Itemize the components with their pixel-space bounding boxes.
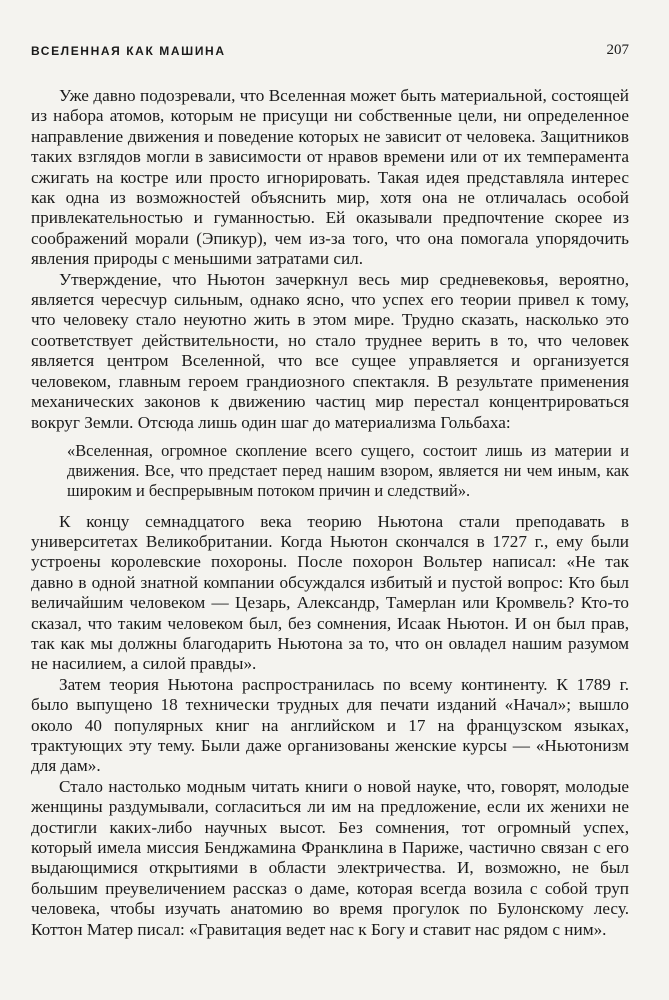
paragraph-5: Стало настолько модным читать книги о новой науке, что, говорят, молодые женщины раздумывали, согласиться ли им на предложение, если их женихи не достигли каких-либо научных высот. Без сомнения, тот огромный успех, который имела миссия Бенджамина Франклина в Париже, частично связан с его выдающимися открытиями в области электричества. И, возможно, не был большим преувеличением рассказ о даме, которая всегда возила с собой труп человека, чтобы изучать анатомию во время прогулок по Булонскому лесу. Коттон Матер писал: «Гравитация ведет нас к Богу и ставит нас рядом с ним». [31,776,629,939]
page-body [31,86,629,940]
page-header [31,36,629,62]
paragraph-1: Уже давно подозревали, что Вселенная может быть материальной, состоящей из набора атомов, которым не присущи ни собственные цели, ни определенное направление движения и поведение которых не зависит от человека. Защитников таких взглядов могли в зависимости от нравов времени или от их темперамента сжигать на костре или просто игнорировать. Такая идея представляла интерес как одна из возможностей объяснить мир, хотя она не отличалась особой привлекательностью и гуманностью. Ей оказывали предпочтение скорее из соображений морали (Эпикур), чем из-за того, что она помогала упорядочить явления природы с меньшими затратами сил. [31,86,629,269]
running-title: ВСЕЛЕННАЯ КАК МАШИНА [31,44,226,58]
paragraph-4: Затем теория Ньютона распространилась по всему континенту. К 1789 г. было выпущено 18 технически трудных для печати изданий «Начал»; вышло около 40 популярных книг на английском и 17 на французском языках, трактующих эту тему. Были даже организованы женские курсы — «Ньютонизм для дам». [31,674,629,776]
holbach-quote: «Вселенная, огромное скопление всего сущего, состоит лишь из материи и движения. Все, что предстает перед нашим взором, является ни чем иным, как широким и беспрерывным потоком причин и следствий». [67,440,629,501]
page-number: 207 [606,42,629,58]
paragraph-2: Утверждение, что Ньютон зачеркнул весь мир средневековья, вероятно, является чересчур сильным, однако ясно, что успех его теории привел к тому, что человеку стало неуютно жить в этом мире. Трудно сказать, насколько это соответствует действительности, но стало труднее верить в то, что человек является центром Вселенной, что все сущее управляется и организуется человеком, главным героем грандиозного спектакля. В результате применения механических законов к движению частиц мир перестал концентрироваться вокруг Земли. Отсюда лишь один шаг до материализма Гольбаха: [31,269,629,432]
paragraph-3: К концу семнадцатого века теорию Ньютона стали преподавать в университетах Великобритании. Когда Ньютон скончался в 1727 г., ему были устроены королевские похороны. После похорон Вольтер написал: «Не так давно в одной знатной компании обсуждался избитый и пустой вопрос: Кто был величайшим человеком — Цезарь, Александр, Тамерлан или Кромвель? Кто-то сказал, что таким человеком был, без сомнения, Исаак Ньютон. И он был прав, так как мы должны благодарить Ньютона за то, что он овладел нашим разумом не насилием, а силой правды». [31,511,629,674]
